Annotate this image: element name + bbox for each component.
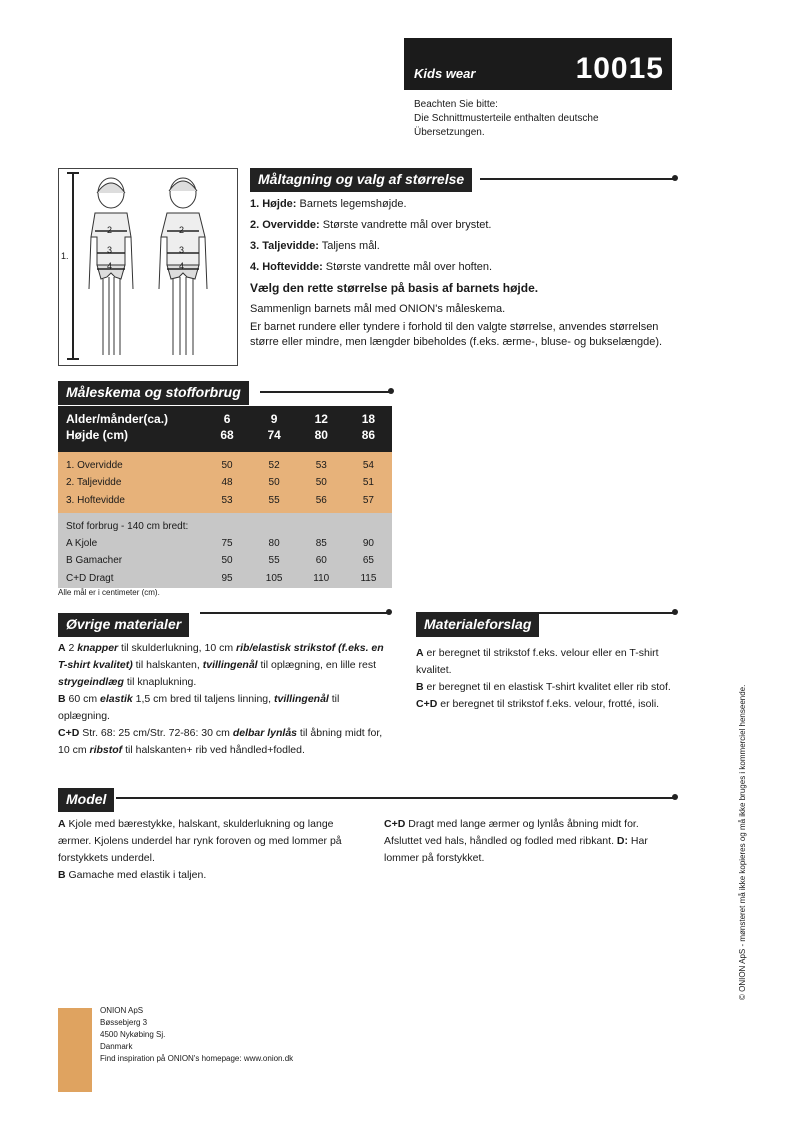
model-cd: C+D Dragt med lange ærmer og lynlås åbning midt for. Afsluttet ved hals, håndled og fodled med ribkant. D: Har lommer på forstykket.	[384, 818, 648, 864]
note-line: Beachten Sie bitte:	[414, 99, 498, 110]
address-line: Bøssebjerg 3	[100, 1018, 148, 1027]
suggestion-b: B er beregnet til en elastisk T-shirt kvalitet eller rib stof.	[416, 681, 671, 693]
section-rule	[116, 797, 676, 799]
header-box	[404, 38, 672, 90]
suggestion-a: A er beregnet til strikstof f.eks. velour eller en T-shirt kvalitet.	[416, 647, 659, 676]
homepage-line: Find inspiration på ONION's homepage: www.onion.dk	[100, 1054, 294, 1063]
section-rule	[480, 178, 676, 180]
size-chart-table	[58, 406, 392, 588]
model-heading	[58, 788, 114, 812]
label-chest-right: 2	[179, 225, 185, 235]
german-note	[414, 98, 599, 140]
footer-color-block	[58, 1008, 92, 1092]
rule-dot	[388, 388, 394, 394]
measure-item: 1. Højde: Barnets legemshøjde.	[250, 198, 407, 210]
table-row: 3. Hoftevidde 53 55 56 57	[58, 491, 392, 513]
size-chart-title: Måleskema og stofforbrug	[58, 381, 249, 405]
model-left-text	[58, 816, 358, 884]
materials-title: Øvrige materialer	[58, 613, 189, 637]
children-figure-illustration	[59, 169, 237, 365]
materials-b: B 60 cm elastik 1,5 cm bred til taljens linning, tvillingenål til oplægning.	[58, 693, 340, 722]
label-hip-left: 4	[107, 261, 113, 271]
table-row: Alder/månder(ca.) 6 9 12 18	[58, 406, 392, 427]
model-title: Model	[58, 788, 114, 812]
suggestions-title: Materialeforslag	[416, 613, 539, 637]
note-line: Übersetzungen.	[414, 127, 485, 138]
label-height: 1.	[61, 251, 69, 261]
table-row: 2. Taljevidde 48 50 50 51	[58, 474, 392, 491]
suggestions-text	[416, 645, 678, 713]
section-rule	[416, 612, 676, 614]
rule-dot	[672, 609, 678, 615]
section-rule	[260, 391, 392, 393]
table-row: Højde (cm) 68 74 80 86	[58, 427, 392, 452]
label-waist-left: 3	[107, 245, 113, 255]
size-chart-heading	[58, 381, 249, 405]
label-waist-right: 3	[179, 245, 185, 255]
table-footnote: Alle mål er i centimeter (cm).	[58, 588, 160, 597]
rule-dot	[672, 794, 678, 800]
company-name: ONION ApS	[100, 1006, 144, 1015]
table-row: B Gamacher 50 55 60 65	[58, 552, 392, 569]
label-hip-right: 4	[179, 261, 185, 271]
measure-item: 3. Taljevidde: Taljens mål.	[250, 240, 380, 252]
materials-cd: C+D Str. 68: 25 cm/Str. 72-86: 30 cm delbar lynlås til åbning midt for, 10 cm ribstof til halskanten+ rib ved håndled+fodled.	[58, 727, 383, 756]
table-row: C+D Dragt 95 105 110 115	[58, 569, 392, 588]
measure-instruction: Vælg den rette størrelse på basis af barnets højde.	[250, 281, 539, 295]
materials-heading	[58, 613, 189, 637]
measure-list	[250, 194, 674, 350]
model-right-text	[384, 816, 674, 867]
measure-compare: Sammenlign barnets mål med ONION's måleskema.	[250, 303, 506, 315]
materials-a: A 2 knapper til skulderlukning, 10 cm rib/elastisk strikstof (f.eks. en T-shirt kvalitet) til halskanten, tvillingenål til oplægning, en lille rest strygeindlæg til knaplukning.	[58, 642, 384, 688]
materials-text	[58, 640, 394, 759]
pattern-number: 10015	[575, 52, 664, 85]
section-rule	[200, 612, 390, 614]
suggestion-cd: C+D er beregnet til strikstof f.eks. velour, frotté, isoli.	[416, 698, 660, 710]
measure-explanation: Er barnet rundere eller tyndere i forhold til den valgte størrelse, anvendes størrelsen større eller mindre, men længder bibeholdes (f.eks. ærme-, bluse- og bukselængde).	[250, 321, 663, 348]
address-line: Danmark	[100, 1042, 133, 1051]
rule-dot	[386, 609, 392, 615]
header-category: Kids wear	[414, 66, 476, 81]
measure-item: 4. Hoftevidde: Største vandrette mål over hoften.	[250, 261, 493, 273]
model-a: A Kjole med bærestykke, halskant, skulderlukning og lange ærmer. Kjolens underdel har rynk foroven og med lommer på forstykkets underdel.	[58, 818, 342, 864]
model-b: B Gamache med elastik i taljen.	[58, 869, 207, 881]
suggestions-heading	[416, 613, 539, 637]
address-line: 4500 Nykøbing Sj.	[100, 1030, 166, 1039]
measure-item: 2. Overvidde: Største vandrette mål over brystet.	[250, 219, 492, 231]
rule-dot	[672, 175, 678, 181]
copyright-vertical: © ONION ApS - mønsteret må ikke kopieres og må ikke bruges i kommerciel henseende.	[738, 684, 747, 1000]
label-chest-left: 2	[107, 225, 113, 235]
footer-address	[100, 1005, 293, 1065]
table-row: 1. Overvidde 50 52 53 54	[58, 452, 392, 474]
table-row: Stof forbrug - 140 cm bredt:	[58, 513, 392, 535]
note-line: Die Schnittmusterteile enthalten deutsche	[414, 113, 599, 124]
measurement-illustration	[58, 168, 238, 366]
measure-heading	[250, 168, 472, 192]
measure-title: Måltagning og valg af størrelse	[250, 168, 472, 192]
table-row: A Kjole 75 80 85 90	[58, 535, 392, 552]
